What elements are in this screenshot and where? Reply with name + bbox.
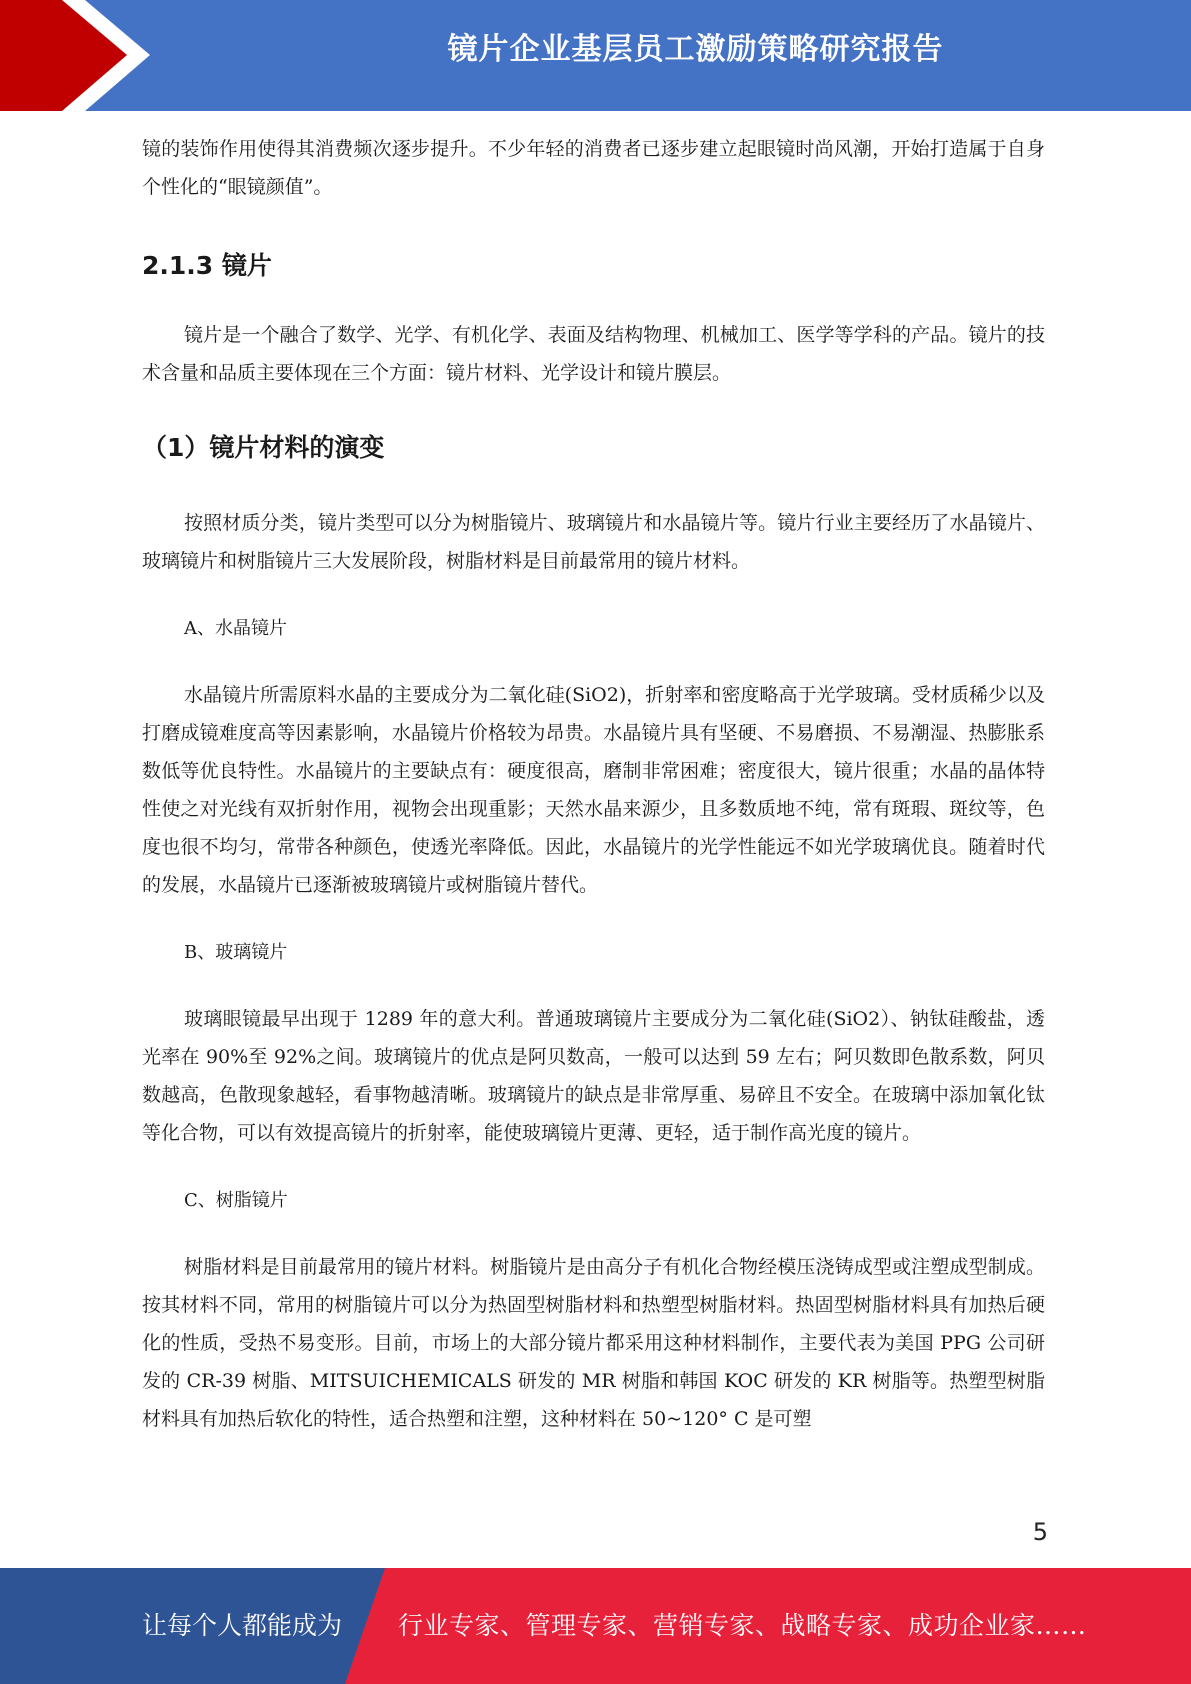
- subsection-heading: （1）镜片材料的演变: [142, 433, 385, 462]
- footer-slogan-left: 让每个人都能成为: [142, 1611, 343, 1640]
- intro-paragraph: 镜的装饰作用使得其消费频次逐步提升。不少年轻的消费者已逐步建立起眼镜时尚风潮，开始打造属于自身个性化的“眼镜颜值”。: [142, 138, 1045, 198]
- item-a-paragraph: 水晶镜片所需原料水晶的主要成分为二氧化硅(SiO2)，折射率和密度略高于光学玻璃。受材质稀少以及打磨成镜难度高等因素影响，水晶镜片价格较为昂贵。水晶镜片具有坚硬、不易磨损、不易潮湿、热膨胀系数低等优良特性。水晶镜片的主要缺点有：硬度很高，磨制非常困难；密度很大，镜片很重；水晶的晶体特性使之对光线有双折射作用，视物会出现重影；天然水晶来源少，且多数质地不纯，常有斑瑕、斑纹等，色度也很不均匀，常带各种颜色，使透光率降低。因此，水晶镜片的光学性能远不如光学玻璃优良。随着时代的发展，水晶镜片已逐渐被玻璃镜片或树脂镜片替代。: [142, 684, 1045, 896]
- page-footer: [0, 1568, 1191, 1684]
- item-a-heading: A、水晶镜片: [184, 618, 287, 639]
- item-b-paragraph: 玻璃眼镜最早出现于 1289 年的意大利。普通玻璃镜片主要成分为二氧化硅(SiO2）、钠钛硅酸盐，透光率在 90%至 92%之间。玻璃镜片的优点是阿贝数高，一般可以达到 59 左右；阿贝数即色散系数，阿贝数越高，色散现象越轻，看事物越清晰。玻璃镜片的缺点是非常厚重、易碎且不安全。在玻璃中添加氧化钛等化合物，可以有效提高镜片的折射率，能使玻璃镜片更薄、更轻，适于制作高光度的镜片。: [142, 1008, 1045, 1144]
- section-paragraph: 镜片是一个融合了数学、光学、有机化学、表面及结构物理、机械加工、医学等学科的产品。镜片的技术含量和品质主要体现在三个方面：镜片材料、光学设计和镜片膜层。: [142, 324, 1045, 384]
- page-number: 5: [1032, 1518, 1048, 1546]
- item-c-heading: C、树脂镜片: [184, 1190, 288, 1211]
- page-content: [142, 130, 1045, 1438]
- item-c-paragraph: 树脂材料是目前最常用的镜片材料。树脂镜片是由高分子有机化合物经模压浇铸成型或注塑成型制成。按其材料不同，常用的树脂镜片可以分为热固型树脂材料和热塑型树脂材料。热固型树脂材料具有加热后硬化的性质，受热不易变形。目前，市场上的大部分镜片都采用这种材料制作，主要代表为美国 PPG 公司研发的 CR-39 树脂、MITSUICHEMICALS 研发的 MR 树脂和韩国 KOC 研发的 KR 树脂等。热塑型树脂材料具有加热后软化的特性，适合热塑和注塑，这种材料在 50~120° C 是可塑: [142, 1256, 1045, 1430]
- subsection-paragraph: 按照材质分类，镜片类型可以分为树脂镜片、玻璃镜片和水晶镜片等。镜片行业主要经历了水晶镜片、玻璃镜片和树脂镜片三大发展阶段，树脂材料是目前最常用的镜片材料。: [142, 512, 1045, 572]
- page-header: [0, 0, 1191, 111]
- footer-slogan-right: 行业专家、管理专家、营销专家、战略专家、成功企业家……: [398, 1611, 1087, 1640]
- section-heading: 2.1.3 镜片: [142, 251, 272, 280]
- item-b-heading: B、玻璃镜片: [184, 942, 288, 963]
- report-title: 镜片企业基层员工激励策略研究报告: [447, 32, 944, 67]
